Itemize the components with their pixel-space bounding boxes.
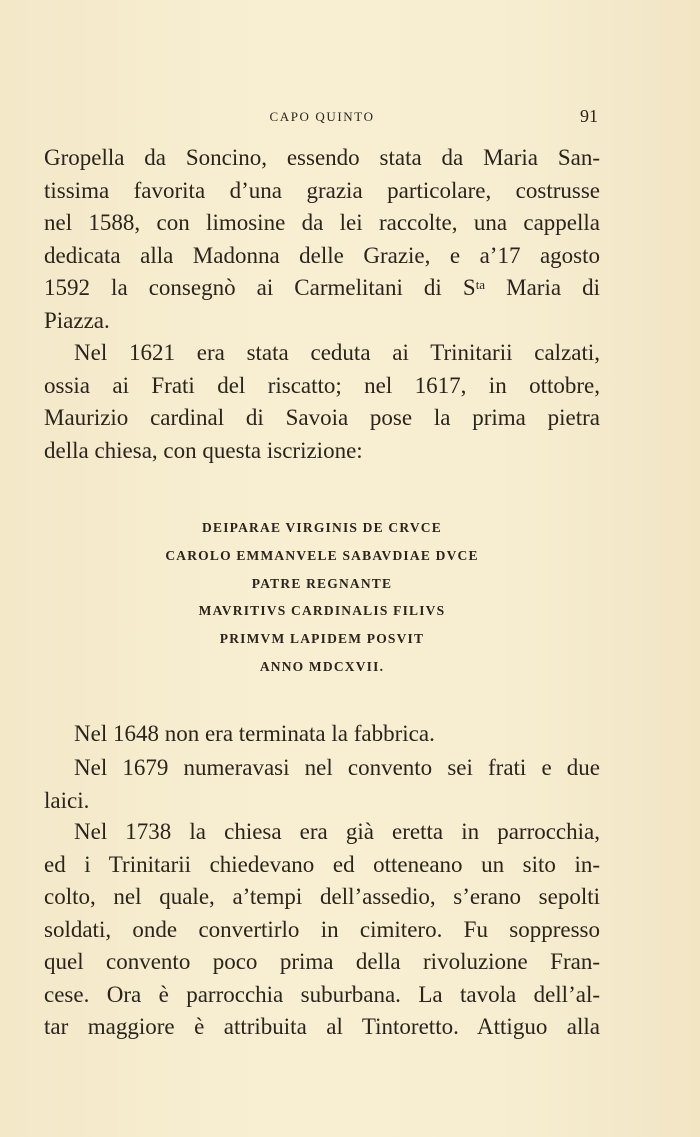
paragraph-2 [44,337,600,467]
superscript: ta [475,277,486,292]
text-line: quel convento poco prima della rivoluzione Fran- [44,949,600,974]
inscription-line: PATRE REGNANTE [251,575,393,591]
text-line: Gropella da Soncino, essendo stata da Maria San- [44,145,600,170]
paragraph-3 [44,718,600,751]
text-fragment: 1592 la consegnò ai Carmelitani di S [44,275,476,300]
text-line: Nel 1621 era stata ceduta ai Trinitarii calzati, [74,340,600,365]
text-line: laici. [44,787,90,813]
inscription-line: PRIMVM LAPIDEM POSVIT [219,631,425,647]
text-line: Piazza. [44,307,110,333]
text-fragment: Maria di [485,275,601,300]
text-line: Nel 1738 la chiesa era già eretta in parrocchia, [74,819,600,844]
inscription-line: DEIPARAE VIRGINIS DE CRVCE [202,520,442,535]
text-line: Nel 1648 non era terminata la fabbrica. [74,721,435,746]
text-line: ossia ai Frati del riscatto; nel 1617, in ottobre, [44,372,600,398]
text-line: soldati, onde convertirlo in cimitero. Fu soppresso [44,916,600,942]
text-line: tar maggiore è attribuita al Tintoretto. Attiguo alla [44,1014,600,1039]
inscription-line: MAVRITIVS CARDINALIS FILIVS [198,603,446,619]
inscription-line: ANNO MDCXVII. [259,658,385,674]
inscription-line: CAROLO EMMANVELE SABAVDIAE DVCE [165,547,479,563]
paragraph-1 [44,142,600,337]
inscription [44,514,600,681]
text-line: colto, nel quale, a’tempi dell’assedio, s’erano sepolti [44,884,600,909]
text-line: nel 1588, con limosine da lei raccolte, una cappella [44,210,600,235]
text-line [44,272,600,305]
running-title: CAPO QUINTO [269,109,375,124]
text-line: Nel 1679 numeravasi nel convento sei frati e due [74,755,600,780]
page-number: 91 [580,106,598,126]
page-header [44,106,600,128]
text-line: ed i Trinitarii chiedevano ed otteneano un sito in- [44,851,600,877]
text-line: cese. Ora è parrocchia suburbana. La tavola dell’al- [44,981,600,1007]
text-line: dedicata alla Madonna delle Grazie, e a’17 agosto [44,242,600,268]
text-line: della chiesa, con questa iscrizione: [44,437,363,463]
text-line: tissima favorita d’una grazia particolare, costrusse [44,177,600,203]
text-line: Maurizio cardinal di Savoia pose la prima pietra [44,405,600,430]
paragraph-4 [44,752,600,817]
paragraph-5 [44,816,600,1044]
